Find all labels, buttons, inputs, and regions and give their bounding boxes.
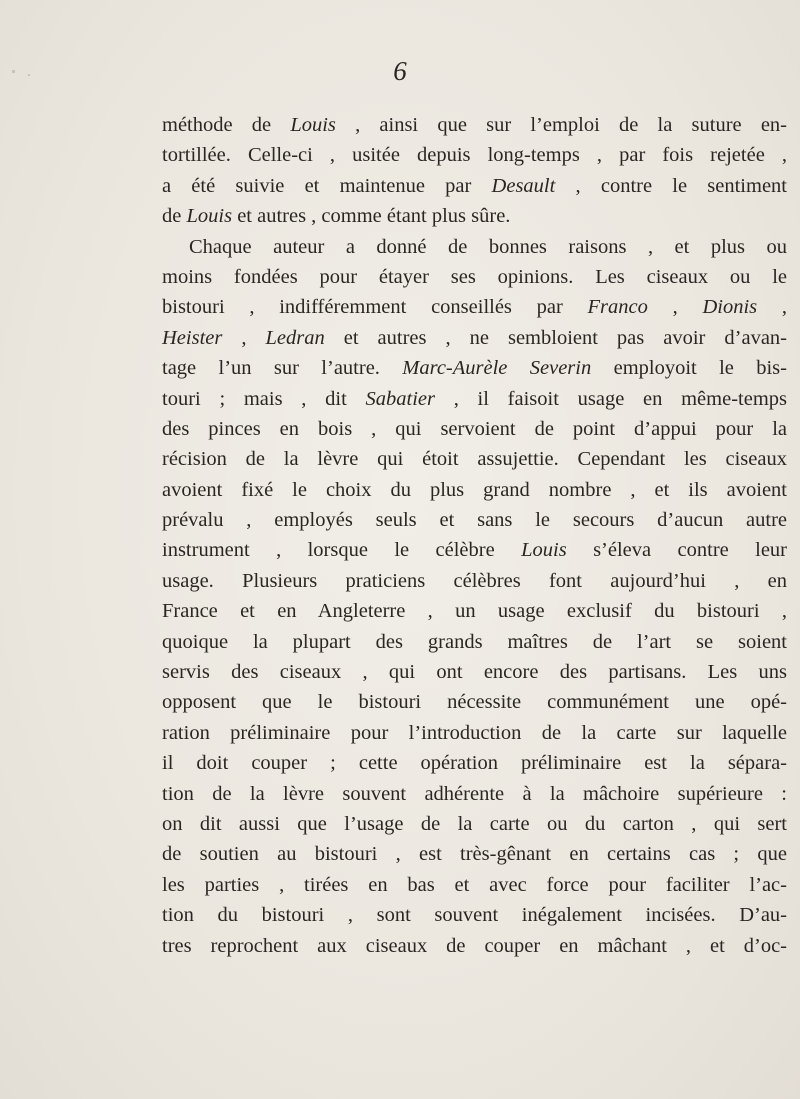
- text-run: ration préliminaire pour l’introduction de la carte sur laquelle: [162, 721, 787, 744]
- text-line: [162, 110, 787, 140]
- text-run: employoit le bis-: [591, 357, 787, 380]
- italic-name: Dionis: [702, 296, 758, 319]
- italic-name: Louis: [521, 539, 567, 562]
- text-line: [162, 140, 787, 170]
- text-line: [162, 687, 787, 717]
- text-line: [162, 870, 787, 900]
- italic-name: Louis: [290, 114, 336, 136]
- italic-name: Desault: [491, 174, 556, 197]
- text-line: [162, 657, 787, 687]
- italic-name: Louis: [186, 205, 233, 228]
- italic-name: Sabatier: [365, 387, 435, 410]
- text-line: [162, 900, 787, 930]
- text-line: [162, 353, 787, 383]
- text-run: des pinces en bois , qui servoient de point d’appui pour la: [162, 417, 787, 440]
- text-line: [162, 171, 787, 201]
- italic-name: Franco: [587, 296, 648, 319]
- text-run: et autres , ne sembloient pas avoir d’avan-: [324, 326, 787, 349]
- text-run: moins fondées pour étayer ses opinions. Les ciseaux ou le: [162, 265, 787, 288]
- text-line: [162, 839, 787, 869]
- text-run: tion de la lèvre souvent adhérente à la mâchoire supérieure :: [162, 782, 787, 805]
- text-line: [162, 627, 787, 657]
- text-run: bistouri , indifféremment conseillés par: [162, 296, 588, 319]
- text-line: [162, 809, 787, 839]
- text-line: [162, 748, 787, 778]
- body-text: [162, 110, 787, 961]
- text-run: ,: [757, 296, 788, 319]
- italic-name: Marc-Aurèle Severin: [402, 357, 592, 380]
- text-run: avoient fixé le choix du plus grand nombre , et ils avoient: [162, 478, 787, 501]
- text-line: [162, 444, 787, 474]
- text-run: tion du bistouri , sont souvent inégalement incisées. D’au-: [162, 904, 787, 927]
- text-run: quoique la plupart des grands maîtres de l’art se soient: [162, 630, 787, 653]
- text-run: , contre le sentiment: [555, 174, 787, 197]
- text-line: [162, 292, 787, 322]
- text-line: [162, 414, 787, 444]
- text-run: France et en Angleterre , un usage exclusif du bistouri ,: [162, 600, 787, 623]
- text-run: a été suivie et maintenue par: [162, 174, 492, 197]
- text-run: , il faisoit usage en même-temps: [434, 387, 787, 410]
- text-line: [162, 931, 787, 961]
- text-line: [162, 566, 787, 596]
- text-run: usage. Plusieurs praticiens célèbres font aujourd’hui , en: [162, 569, 787, 592]
- text-run: on dit aussi que l’usage de la carte ou du carton , qui sert: [162, 812, 787, 835]
- text-run: tortillée. Celle-ci , usitée depuis long-temps , par fois rejetée ,: [162, 144, 787, 167]
- text-run: tres reprochent aux ciseaux de couper en mâchant , et d’oc-: [162, 934, 787, 957]
- text-run: opposent que le bistouri nécessite communément une opé-: [162, 691, 787, 714]
- text-line: [162, 201, 787, 231]
- text-run: il doit couper ; cette opération préliminaire est la sépara-: [162, 752, 787, 775]
- text-run: et autres , comme étant plus sûre.: [232, 205, 511, 228]
- italic-name: Ledran: [265, 326, 325, 349]
- text-run: méthode de: [162, 114, 291, 136]
- text-line: [162, 535, 787, 565]
- text-run: instrument , lorsque le célèbre: [162, 539, 522, 562]
- text-line: [162, 505, 787, 535]
- text-line: [162, 323, 787, 353]
- text-run: prévalu , employés seuls et sans le secours d’aucun autre: [162, 509, 787, 532]
- text-run: de soutien au bistouri , est très-gênant en certains cas ; que: [162, 843, 787, 866]
- text-run: ,: [222, 326, 266, 349]
- text-run: , ainsi que sur l’emploi de la suture en-: [335, 114, 787, 136]
- text-run: ,: [647, 296, 703, 319]
- text-line: [162, 475, 787, 505]
- text-run: les parties , tirées en bas et avec force pour faciliter l’ac-: [162, 873, 787, 896]
- text-line: [162, 262, 787, 292]
- text-line: [162, 779, 787, 809]
- page-number: 6: [393, 56, 407, 86]
- text-line: [162, 384, 787, 414]
- text-line: [162, 232, 787, 262]
- text-run: récision de la lèvre qui étoit assujettie. Cependant les ciseaux: [162, 448, 787, 471]
- text-run: s’éleva contre leur: [566, 539, 788, 562]
- text-run: tage l’un sur l’autre.: [162, 357, 403, 380]
- italic-name: Heister: [162, 326, 223, 349]
- text-line: [162, 596, 787, 626]
- text-run: servis des ciseaux , qui ont encore des partisans. Les uns: [162, 661, 787, 684]
- text-run: touri ; mais , dit: [162, 387, 366, 410]
- text-run: Chaque auteur a donné de bonnes raisons , et plus ou: [189, 235, 787, 258]
- text-run: de: [162, 205, 187, 228]
- text-line: [162, 718, 787, 748]
